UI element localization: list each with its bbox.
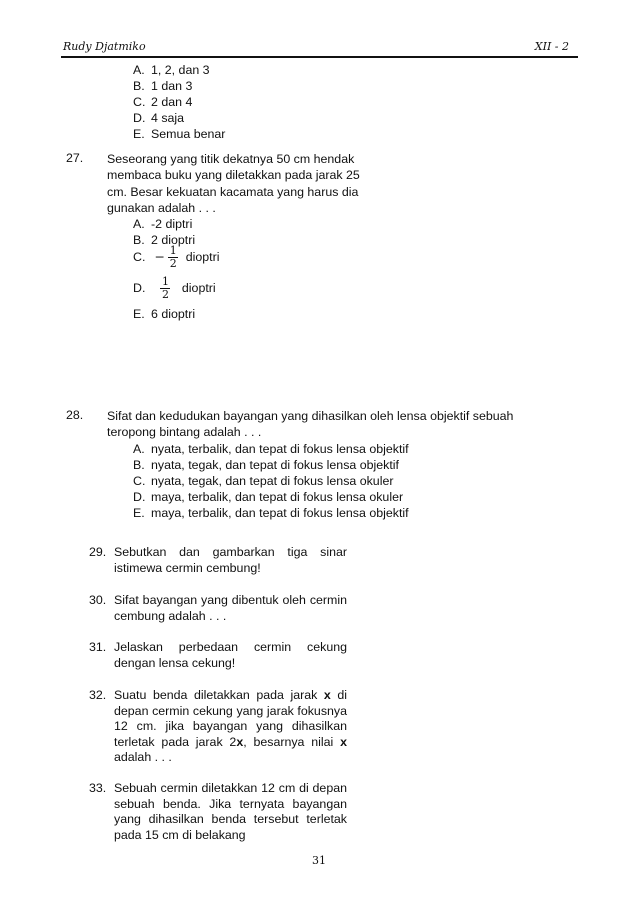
q27-line: membaca buku yang diletakkan pada jarak 25 xyxy=(107,168,360,183)
variable-x: x xyxy=(323,688,331,702)
q26-option-a: A. 1, 2, dan 3 xyxy=(133,63,210,77)
q31: 31. Jelaskan perbedaan cermin cekung dengan lensa cekung! xyxy=(89,640,347,670)
q28-option-a: A. nyata, terbalik, dan tepat di fokus lensa objektif xyxy=(133,442,409,456)
q29: 29. Sebutkan dan gambarkan tiga sinar istimewa cermin cembung! xyxy=(89,545,347,575)
q27-option-b: B. 2 dioptri xyxy=(133,233,196,247)
header-rule xyxy=(61,56,578,58)
page-number: 31 xyxy=(312,854,326,867)
variable-x: x xyxy=(236,734,244,749)
q27-text xyxy=(107,151,377,216)
variable-x: x xyxy=(340,734,347,749)
q30: 30. Sifat bayangan yang dibentuk oleh cermin cembung adalah . . . xyxy=(89,593,347,623)
q27-option-c: C. − $\frac{1}{2}$ dioptri xyxy=(133,244,220,271)
q28-line: teropong bintang adalah . . . xyxy=(107,425,262,440)
q26-option-d: D. 4 saja xyxy=(133,111,185,125)
q27-line: gunakan adalah . . . xyxy=(107,200,216,215)
q28-option-c: C. nyata, tegak, dan tepat di fokus lensa okuler xyxy=(133,474,394,488)
q28-line: Sifat dan kedudukan bayangan yang dihasilkan oleh lensa objektif sebuah xyxy=(107,409,514,423)
q27-option-e: E. 6 dioptri xyxy=(133,307,196,321)
q28-option-d: D. maya, terbalik, dan tepat di fokus lensa okuler xyxy=(133,490,404,504)
q27-line: cm. Besar kekuatan kacamata yang harus dia xyxy=(107,184,359,199)
header-author: Rudy Djatmiko xyxy=(63,40,146,53)
q28-option-e: E. maya, terbalik, dan tepat di fokus lensa objektif xyxy=(133,506,409,520)
q27-line: Seseorang yang titik dekatnya 50 cm hendak xyxy=(107,152,355,166)
header-class: XII - 2 xyxy=(534,40,569,53)
q28-option-b: B. nyata, tegak, dan tepat di fokus lensa objektif xyxy=(133,458,399,472)
q28-number: 28. xyxy=(66,408,84,422)
q26-option-c: C. 2 dan 4 xyxy=(133,95,193,109)
q26-option-b: B. 1 dan 3 xyxy=(133,79,193,93)
minus-sign: − xyxy=(154,249,165,264)
q32: 32. Suatu benda diletakkan pada jarak x di depan cermin cekung yang jarak fokusnya 12 cm. jika bayangan yang dihasilkan terletak pada jarak 2x, besarnya nilai x adalah . . . xyxy=(89,688,348,765)
q27-number: 27. xyxy=(66,151,84,165)
q33: 33. Sebuah cermin diletakkan 12 cm di depan sebuah benda. Jika ternyata bayangan yang dihasilkan benda tersebut terletak pada 15 cm di belakang xyxy=(89,781,347,842)
q26-option-e: E. Semua benar xyxy=(133,127,226,141)
q27-option-a: A. -2 diptri xyxy=(133,217,193,231)
fraction-half: $\frac{1}{2}$ xyxy=(161,275,169,302)
fraction-half: $\frac{1}{2}$ xyxy=(169,244,177,271)
q27-option-d: D. $\frac{1}{2}$ dioptri xyxy=(133,275,216,302)
q28-text xyxy=(107,408,567,441)
